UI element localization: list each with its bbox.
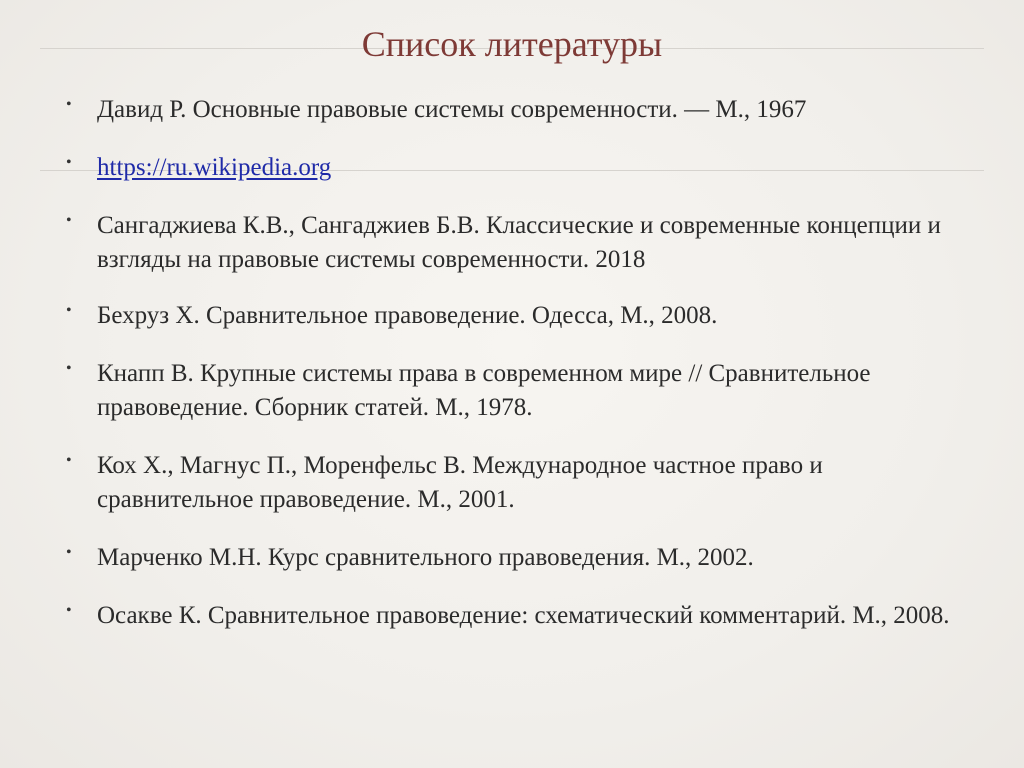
bullet-icon: • bbox=[66, 154, 72, 171]
reference-text: Кох Х., Магнус П., Моренфельс В. Международное частное право и сравнительное правоведение. М., 2001. bbox=[97, 452, 823, 513]
reference-text: Давид Р. Основные правовые системы современности. — М., 1967 bbox=[97, 96, 807, 123]
reference-item bbox=[66, 299, 966, 333]
reference-text: Осакве К. Сравнительное правоведение: схематический комментарий. М., 2008. bbox=[97, 602, 950, 629]
reference-list bbox=[66, 93, 966, 633]
reference-item bbox=[66, 599, 966, 633]
bullet-icon: • bbox=[66, 302, 72, 319]
reference-item bbox=[66, 449, 966, 517]
reference-item bbox=[66, 357, 966, 425]
reference-text: Марченко М.Н. Курс сравнительного правоведения. М., 2002. bbox=[97, 544, 754, 571]
bullet-icon: • bbox=[66, 96, 72, 113]
bullet-icon: • bbox=[66, 360, 72, 377]
wikipedia-link[interactable]: https://ru.wikipedia.org bbox=[97, 154, 332, 181]
slide-title: Список литературы bbox=[361, 24, 663, 64]
bullet-icon: • bbox=[66, 544, 72, 561]
reference-text: Сангаджиева К.В., Сангаджиев Б.В. Классические и современные концепции и взгляды на правовые системы современности. 2018 bbox=[97, 212, 941, 273]
reference-text: Кнапп В. Крупные системы права в современном мире // Сравнительное правоведение. Сборник статей. М., 1978. bbox=[97, 360, 871, 421]
reference-item bbox=[66, 93, 966, 127]
reference-item bbox=[66, 541, 966, 575]
reference-item bbox=[66, 209, 966, 277]
reference-item bbox=[66, 151, 966, 185]
bullet-icon: • bbox=[66, 452, 72, 469]
reference-text: Бехруз Х. Сравнительное правоведение. Одесса, М., 2008. bbox=[97, 302, 718, 329]
bullet-icon: • bbox=[66, 602, 72, 619]
bullet-icon: • bbox=[66, 212, 72, 229]
